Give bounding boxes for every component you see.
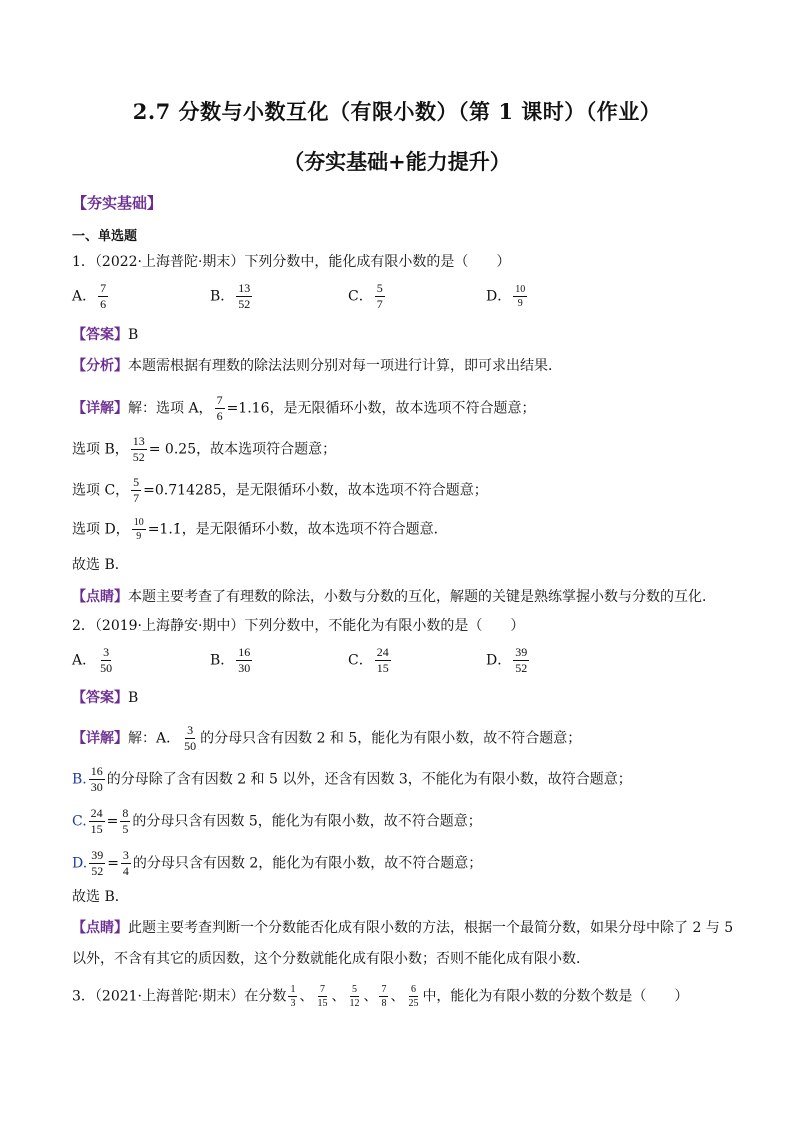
q1-detail-b: 选项 B， $\frac{13}{52}$ = 0.25，故本选项符合题意； <box>72 434 337 464</box>
q2-answer: 【答案】B <box>72 690 139 706</box>
q2-detail-b: B. $\frac{16}{30}$ 的分母除了含有因数 2 和 5 以外，还含有因数 3，不能化为有限小数，故符合题意； <box>72 764 632 794</box>
document-title: 2.7 分数与小数互化（有限小数）（第 1 课时）（作业） <box>132 99 662 124</box>
q2-detail-c: C. $\frac{24}{15}$ = $\frac{8}{5}$ 的分母只含有因数 5，能化为有限小数，故不符合题意； <box>72 806 482 836</box>
q1-option-a: A． $\frac{7}{6}$ <box>72 281 107 311</box>
q1-options <box>72 282 624 311</box>
q1-analysis: 【分析】本题需根据有理数的除法法则分别对每一项进行计算，即可求出结果． <box>72 358 562 374</box>
section-header: 【夯实基础】 <box>72 194 163 212</box>
q2-comment: 【点睛】此题主要考查判断一个分数能否化成有限小数的方法，根据一个最简分数，如果分母中除了 2 与 5 <box>72 920 734 936</box>
q2-comment-continued: 以外，不含有其它的质因数，这个分数就能化成有限小数；否则不能化成有限小数． <box>72 951 590 967</box>
q1-option-d: D． $\frac{10}{9}$ <box>486 284 526 309</box>
q1-conclusion: 故选 B． <box>72 557 129 573</box>
q2-options <box>72 646 624 675</box>
q1-comment: 【点睛】本题主要考查了有理数的除法，小数与分数的互化，解题的关键是熟练掌握小数与分数的互化． <box>72 589 716 605</box>
q1-detail-c: 选项 C， $\frac{5}{7}$ =0.714285，是无限循环小数，故本选项不符合题意； <box>72 475 488 505</box>
q2-option-d: D． $\frac{39}{52}$ <box>486 645 528 675</box>
q2-stem: 2．（2019·上海静安·期中）下列分数中，不能化为有限小数的是（ ） <box>72 618 525 634</box>
document-subtitle: （夯实基础+能力提升） <box>283 149 511 174</box>
q1-option-b: B． $\frac{13}{52}$ <box>210 281 251 311</box>
q2-option-b: B． $\frac{16}{30}$ <box>210 645 251 675</box>
q2-option-a: A． $\frac{3}{50}$ <box>72 645 113 675</box>
q1-answer: 【答案】B <box>72 327 139 343</box>
q2-detail-a: 【详解】解：A． $\frac{3}{50}$ 的分母只含有因数 2 和 5，能化为有限小数，故不符合题意； <box>72 723 582 753</box>
q2-conclusion: 故选 B． <box>72 889 129 905</box>
q3-stem: 3．（2021·上海普陀·期末）在分数 $\frac{1}{3}$ 、 $\frac{7}{15}$ 、 $\frac{5}{12}$ 、 $\frac{7}{8}$ 、 $\frac{6}{25}$ 中，能化为有限小数的分数个数是（ ） <box>72 984 689 1009</box>
subsection-title: 一、单选题 <box>72 229 138 244</box>
q1-option-c: C． $\frac{5}{7}$ <box>348 281 383 311</box>
q2-detail-d: D. $\frac{39}{52}$ = $\frac{3}{4}$ 的分母只含有因数 2，能化为有限小数，故不符合题意； <box>72 848 483 878</box>
q1-stem: 1．（2022·上海普陀·期末）下列分数中，能化成有限小数的是（ ） <box>72 254 511 270</box>
q1-detail-a: 【详解】解：选项 A， $\frac{7}{6}$ =1.16̇，是无限循环小数，故本选项不符合题意； <box>72 393 536 423</box>
q2-option-c: C． $\frac{24}{15}$ <box>348 645 389 675</box>
q1-detail-d: 选项 D， $\frac{10}{9}$ =1.1̇，是无限循环小数，故本选项不符合题意． <box>72 517 448 542</box>
